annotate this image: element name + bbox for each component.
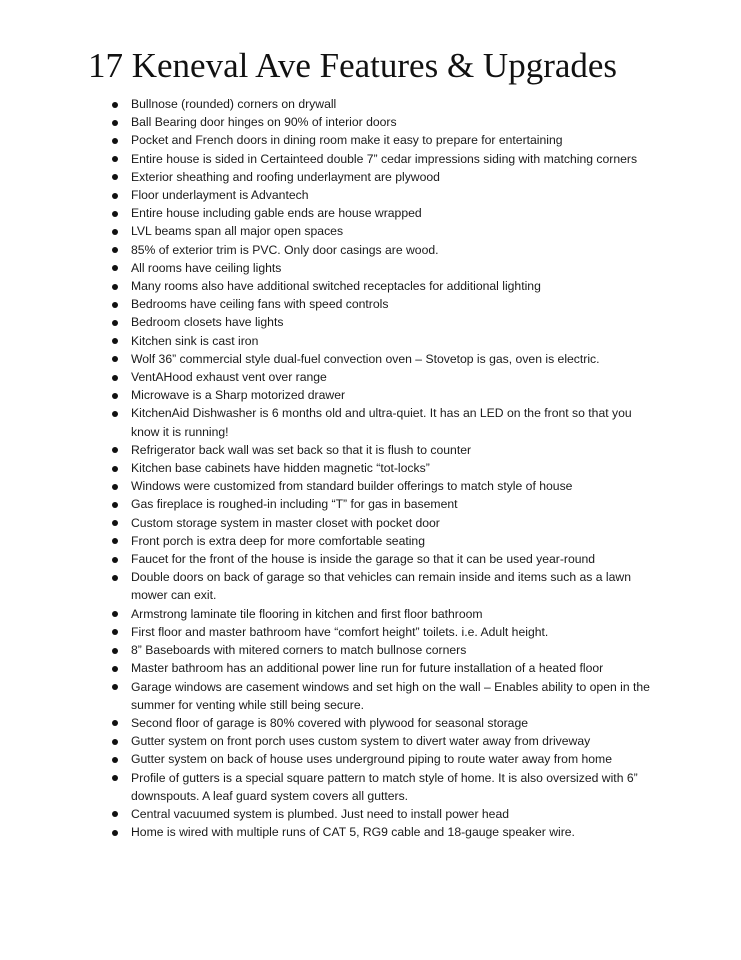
feature-text: Gas fireplace is roughed-in including “T” for gas in basement <box>131 497 458 512</box>
feature-text: Home is wired with multiple runs of CAT 5, RG9 cable and 18-gauge speaker wire. <box>131 825 575 840</box>
feature-list-item <box>0 168 656 186</box>
bullet-icon <box>112 265 118 271</box>
feature-list-item <box>0 150 656 168</box>
feature-text: Refrigerator back wall was set back so that it is flush to counter <box>131 442 472 457</box>
bullet-icon <box>112 648 118 654</box>
feature-list-item <box>0 295 656 313</box>
bullet-icon <box>112 575 118 581</box>
bullet-icon <box>112 484 118 490</box>
bullet-icon <box>112 320 118 326</box>
bullet-icon <box>112 830 118 836</box>
feature-text: Ball Bearing door hinges on 90% of interior doors <box>131 115 397 130</box>
feature-list-item <box>0 350 656 368</box>
feature-text: Windows were customized from standard builder offerings to match style of house <box>131 479 573 494</box>
bullet-icon <box>112 775 118 781</box>
bullet-icon <box>112 611 118 617</box>
feature-text: Custom storage system in master closet with pocket door <box>131 515 440 530</box>
feature-list-item <box>0 659 656 677</box>
feature-list-item <box>0 532 656 550</box>
feature-text: VentAHood exhaust vent over range <box>131 370 327 385</box>
bullet-icon <box>112 102 118 108</box>
bullet-icon <box>112 193 118 199</box>
feature-list-item <box>0 277 656 295</box>
feature-text: Gutter system on back of house uses underground piping to route water away from home <box>131 752 612 767</box>
bullet-icon <box>112 120 118 126</box>
bullet-icon <box>112 757 118 763</box>
feature-list-item <box>0 386 656 404</box>
feature-list-item <box>0 568 656 604</box>
bullet-icon <box>112 156 118 162</box>
feature-list-item <box>0 459 656 477</box>
feature-text: Double doors on back of garage so that vehicles can remain inside and items such as a lawn mower can exit. <box>131 570 631 603</box>
feature-text: 85% of exterior trim is PVC. Only door casings are wood. <box>131 242 439 257</box>
bullet-icon <box>112 538 118 544</box>
feature-text: Second floor of garage is 80% covered with plywood for seasonal storage <box>131 715 529 730</box>
feature-list-item <box>0 605 656 623</box>
feature-text: All rooms have ceiling lights <box>131 260 282 275</box>
feature-list-item <box>0 823 656 841</box>
feature-list-item <box>0 623 656 641</box>
bullet-icon <box>112 302 118 308</box>
feature-text: Pocket and French doors in dining room make it easy to prepare for entertaining <box>131 133 563 148</box>
bullet-icon <box>112 629 118 635</box>
bullet-icon <box>112 720 118 726</box>
feature-list-item <box>0 204 656 222</box>
feature-list-item <box>0 404 656 440</box>
feature-list-item <box>0 332 656 350</box>
feature-text: 8” Baseboards with mitered corners to match bullnose corners <box>131 643 467 658</box>
feature-list-item <box>0 750 656 768</box>
feature-list <box>0 95 741 841</box>
feature-text: Central vacuumed system is plumbed. Just need to install power head <box>131 806 510 821</box>
bullet-icon <box>112 447 118 453</box>
feature-list-item <box>0 241 656 259</box>
feature-text: Bedrooms have ceiling fans with speed controls <box>131 297 389 312</box>
feature-text: Bullnose (rounded) corners on drywall <box>131 97 337 111</box>
feature-list-item <box>0 495 656 513</box>
feature-text: Bedroom closets have lights <box>131 315 284 330</box>
feature-list-item <box>0 477 656 495</box>
feature-text: Faucet for the front of the house is inside the garage so that it can be used year-round <box>131 552 596 567</box>
bullet-icon <box>112 138 118 144</box>
bullet-icon <box>112 520 118 526</box>
bullet-icon <box>112 375 118 381</box>
feature-list-item <box>0 732 656 750</box>
bullet-icon <box>112 247 118 253</box>
feature-text: Garage windows are casement windows and set high on the wall – Enables ability to open in the summer for venting while still being secure. <box>131 679 650 712</box>
feature-text: Entire house including gable ends are house wrapped <box>131 206 422 221</box>
bullet-icon <box>112 284 118 290</box>
feature-text: Armstrong laminate tile flooring in kitchen and first floor bathroom <box>131 606 483 621</box>
feature-list-item <box>0 259 656 277</box>
bullet-icon <box>112 557 118 563</box>
bullet-icon <box>112 393 118 399</box>
feature-text: Gutter system on front porch uses custom system to divert water away from driveway <box>131 734 591 749</box>
feature-text: KitchenAid Dishwasher is 6 months old and ultra-quiet. It has an LED on the front so that you know it is running! <box>131 406 632 439</box>
feature-text: Many rooms also have additional switched receptacles for additional lighting <box>131 279 541 294</box>
bullet-icon <box>112 502 118 508</box>
feature-list-item <box>0 714 656 732</box>
feature-text: Entire house is sided in Certainteed double 7” cedar impressions siding with matching corners <box>131 151 638 166</box>
page-title: 17 Keneval Ave Features & Upgrades <box>88 46 618 85</box>
feature-text: LVL beams span all major open spaces <box>131 224 344 239</box>
bullet-icon <box>112 338 118 344</box>
feature-text: Exterior sheathing and roofing underlayment are plywood <box>131 169 440 184</box>
feature-text: Wolf 36” commercial style dual-fuel convection oven – Stovetop is gas, oven is electric. <box>131 351 600 366</box>
bullet-icon <box>112 684 118 690</box>
feature-list-item <box>0 313 656 331</box>
feature-list-item <box>0 678 656 714</box>
feature-text: Kitchen sink is cast iron <box>131 333 259 348</box>
feature-list-item <box>0 514 656 532</box>
bullet-icon <box>112 211 118 217</box>
feature-text: Front porch is extra deep for more comfortable seating <box>131 533 425 548</box>
bullet-icon <box>112 411 118 417</box>
feature-text: Profile of gutters is a special square pattern to match style of home. It is also oversized with 6” downspouts. A leaf guard system covers all gutters. <box>131 770 638 803</box>
feature-text: Master bathroom has an additional power line run for future installation of a heated floor <box>131 661 604 676</box>
feature-text: Microwave is a Sharp motorized drawer <box>131 388 346 403</box>
bullet-icon <box>112 174 118 180</box>
feature-text: First floor and master bathroom have “comfort height” toilets. i.e. Adult height. <box>131 624 549 639</box>
feature-list-item <box>0 769 656 805</box>
feature-list-item <box>0 441 656 459</box>
bullet-icon <box>112 356 118 362</box>
feature-list-item <box>0 805 656 823</box>
feature-list-item <box>0 641 656 659</box>
bullet-icon <box>112 739 118 745</box>
feature-list-item <box>0 186 656 204</box>
feature-list-item <box>0 550 656 568</box>
bullet-icon <box>112 229 118 235</box>
feature-list-item <box>0 131 656 149</box>
feature-list-item <box>0 95 656 113</box>
feature-list-item <box>0 222 656 240</box>
bullet-icon <box>112 466 118 472</box>
bullet-icon <box>112 666 118 672</box>
feature-text: Floor underlayment is Advantech <box>131 188 309 203</box>
feature-list-item <box>0 113 656 131</box>
bullet-icon <box>112 811 118 817</box>
feature-text: Kitchen base cabinets have hidden magnetic “tot-locks” <box>131 461 430 476</box>
feature-list-item <box>0 368 656 386</box>
